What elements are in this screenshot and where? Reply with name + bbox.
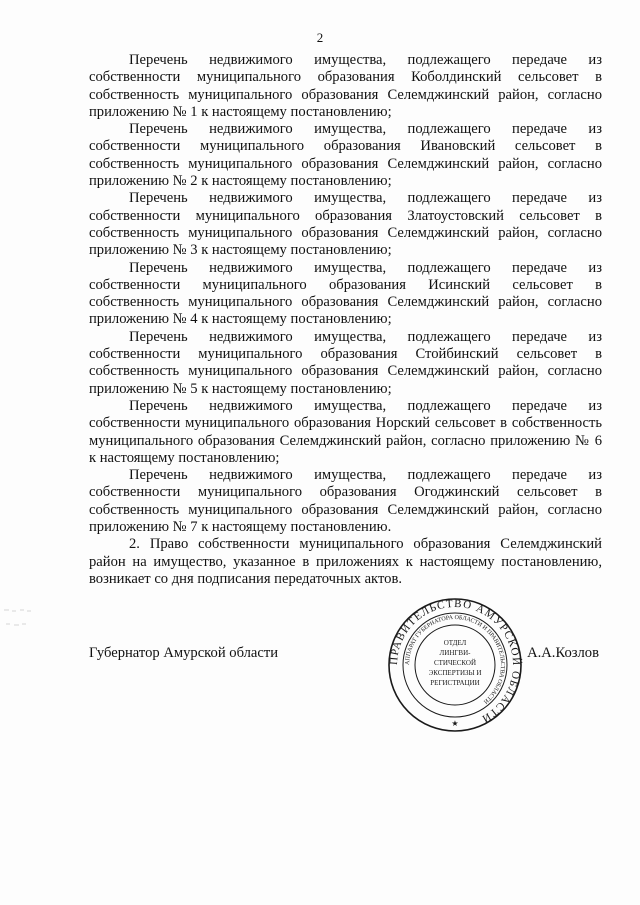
paragraph-list-item-6: Перечень недвижимого имущества, подлежащего передаче из собственности муниципального образования Норский сельсовет в собственность муниципального образования Селемджинский район, согласно приложению № 6 к настоящему постановлению; (89, 397, 602, 466)
stamp-star-icon: ★ (451, 719, 459, 728)
stamp-inner-line: ОТДЕЛ (443, 639, 467, 647)
stamp-inner-line: ЛИНГВИ- (439, 649, 471, 657)
paragraph-list-item-4: Перечень недвижимого имущества, подлежащего передаче из собственности муниципального образования Исинский сельсовет в собственность муниципального образования Селемджинский район, согласно приложению № 4 к настоящему постановлению; (89, 259, 602, 328)
stamp-inner-line: ЭКСПЕРТИЗЫ И (428, 669, 482, 677)
paragraph-ownership-clause: 2. Право собственности муниципального образования Селемджинский район на имущество, указанное в приложениях к настоящему постановлению, возникает со дня подписания передаточных актов. (89, 536, 602, 587)
paragraph-list-item-1: Перечень недвижимого имущества, подлежащего передаче из собственности муниципального образования Коболдинский сельсовет в собственность муниципального образования Селемджинский район, согласно приложению № 1 к настоящему постановлению; (89, 52, 602, 120)
stamp-inner-line: СТИЧЕСКОЙ (433, 659, 477, 667)
official-stamp-seal (385, 595, 525, 735)
scan-noise-marks (0, 600, 40, 640)
page-number: 2 (316, 30, 324, 45)
paragraph-list-item-2: Перечень недвижимого имущества, подлежащего передаче из собственности муниципального образования Ивановский сельсовет в собственность муниципального образования Селемджинский район, согласно приложению № 2 к настоящему постановлению; (89, 121, 602, 190)
document-body (89, 52, 602, 588)
paragraph-list-item-3: Перечень недвижимого имущества, подлежащего передаче из собственности муниципального образования Златоустовский сельсовет в собственность муниципального образования Селемджинский район, согласно приложению № 3 к настоящему постановлению; (89, 190, 602, 259)
stamp-inner-line: РЕГИСТРАЦИИ (430, 679, 480, 687)
signer-name: А.А.Козлов (527, 645, 599, 661)
paragraph-list-item-5: Перечень недвижимого имущества, подлежащего передаче из собственности муниципального образования Стойбинский сельсовет в собственность муниципального образования Селемджинский район, согласно приложению № 5 к настоящему постановлению; (89, 328, 602, 397)
stamp-middle-text: АППАРАТ ГУБЕРНАТОРА ОБЛАСТИ И ПРАВИТЕЛЬСТВА ОБЛАСТИ (404, 614, 506, 705)
stamp-outer-text: ПРАВИТЕЛЬСТВО АМУРСКОЙ ОБЛАСТИ (387, 597, 523, 726)
paragraph-list-item-7: Перечень недвижимого имущества, подлежащего передаче из собственности муниципального образования Огоджинский сельсовет в собственность муниципального образования Селемджинский район, согласно приложению № 7 к настоящему постановлению. (89, 467, 602, 536)
signer-title: Губернатор Амурской области (89, 645, 279, 661)
